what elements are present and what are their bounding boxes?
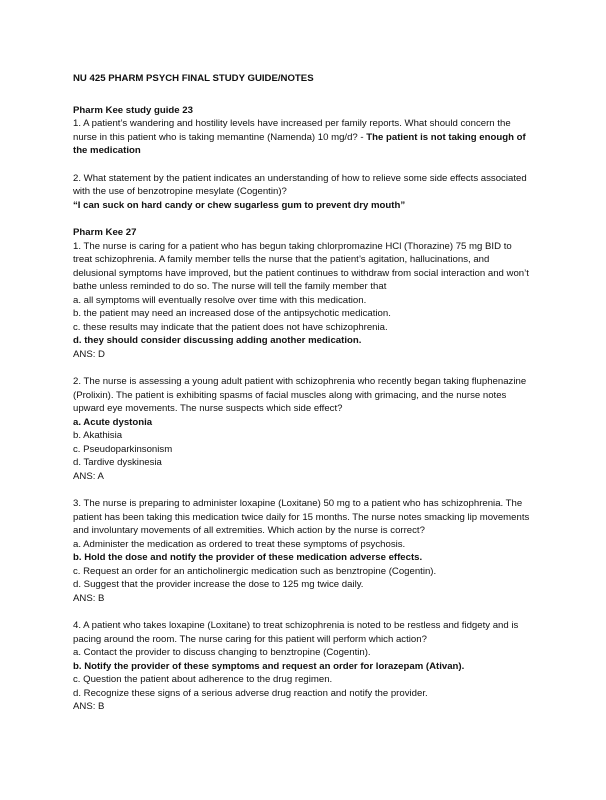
option-c: c. Pseudoparkinsonism [73, 443, 173, 455]
option-d: d. they should consider discussing adding another medication. [73, 335, 362, 346]
section-heading: Pharm Kee 27 [73, 227, 137, 238]
question-block [73, 497, 532, 605]
question-answer: “I can suck on hard candy or chew sugarless gum to prevent dry mouth” [73, 199, 406, 211]
option-c: c. these results may indicate that the patient does not have schizophrenia. [73, 321, 388, 333]
question-text: 2. What statement by the patient indicates an understanding of how to relieve some side effects associated with the use of benzotropine mesylate (Cogentin)? [73, 172, 527, 197]
option-b: b. the patient may need an increased dose of the antipsychotic medication. [73, 308, 391, 319]
answer-key: ANS: D [73, 348, 105, 360]
option-a: a. all symptoms will eventually resolve over time with this medication. [73, 294, 367, 306]
option-d: d. Recognize these signs of a serious adverse drug reaction and notify the provider. [73, 687, 428, 699]
option-d: d. Tardive dyskinesia [73, 457, 162, 468]
option-c: c. Request an order for an anticholinergic medication such as benztropine (Cogentin). [73, 565, 437, 577]
option-d: d. Suggest that the provider increase the dose to 125 mg twice daily. [73, 579, 364, 590]
question-stem: 1. A patient’s wandering and hostility levels have increased per family reports. What should concern the nurse in this patient who is taking memantine (Namenda) 10 mg/d? - [73, 118, 511, 143]
option-b: b. Notify the provider of these symptoms and request an order for lorazepam (Ativan). [73, 660, 465, 672]
question-answer: The patient is not taking enough of the medication [73, 131, 526, 156]
question-stem: 3. The nurse is preparing to administer loxapine (Loxitane) 50 mg to a patient who has schizophrenia. The patient has been taking this medication twice daily for 15 months. The nurse notes smacking lip movements and involuntary movements of all extremities. Which action by the nurse is correct? [73, 498, 530, 536]
question-stem: 4. A patient who takes loxapine (Loxitane) to treat schizophrenia is noted to be restless and fidgety and is pacing around the room. The nurse caring for this patient will perform which action? [73, 620, 519, 645]
option-a: a. Acute dystonia [73, 416, 153, 428]
option-b: b. Akathisia [73, 430, 123, 441]
question-block [73, 619, 532, 714]
section-study-guide-23 [73, 104, 532, 213]
question-stem: 2. The nurse is assessing a young adult patient with schizophrenia who recently began taking fluphenazine (Prolixin). The patient is exhibiting spasms of facial muscles along with grimacing, and the nurse notes upward eye movements. The nurse suspects which side effect? [73, 376, 527, 414]
question-block [73, 240, 532, 362]
option-a: a. Contact the provider to discuss changing to benztropine (Cogentin). [73, 647, 371, 658]
question-stem: 1. The nurse is caring for a patient who has begun taking chlorpromazine HCl (Thorazine) 75 mg BID to treat schizophrenia. A family member tells the nurse that the patient’s agitation, hallucinations, and delusional symptoms have improved, but the patient continues to withdraw from social interaction and won’t bathe unless reminded to do so. The nurse will tell the family member that [73, 240, 529, 292]
document-title: NU 425 PHARM PSYCH FINAL STUDY GUIDE/NOTES [73, 73, 314, 84]
option-c: c. Question the patient about adherence to the drug regimen. [73, 674, 333, 685]
option-b: b. Hold the dose and notify the provider of these medication adverse effects. [73, 552, 423, 563]
answer-key: ANS: B [73, 592, 105, 604]
question-block [73, 375, 532, 483]
answer-key: ANS: A [73, 470, 104, 482]
option-a: a. Administer the medication as ordered to treat these symptoms of psychosis. [73, 538, 406, 550]
section-pharm-kee-27 [73, 226, 532, 714]
question-text [73, 117, 532, 158]
section-heading: Pharm Kee study guide 23 [73, 104, 193, 116]
answer-key: ANS: B [73, 701, 105, 712]
